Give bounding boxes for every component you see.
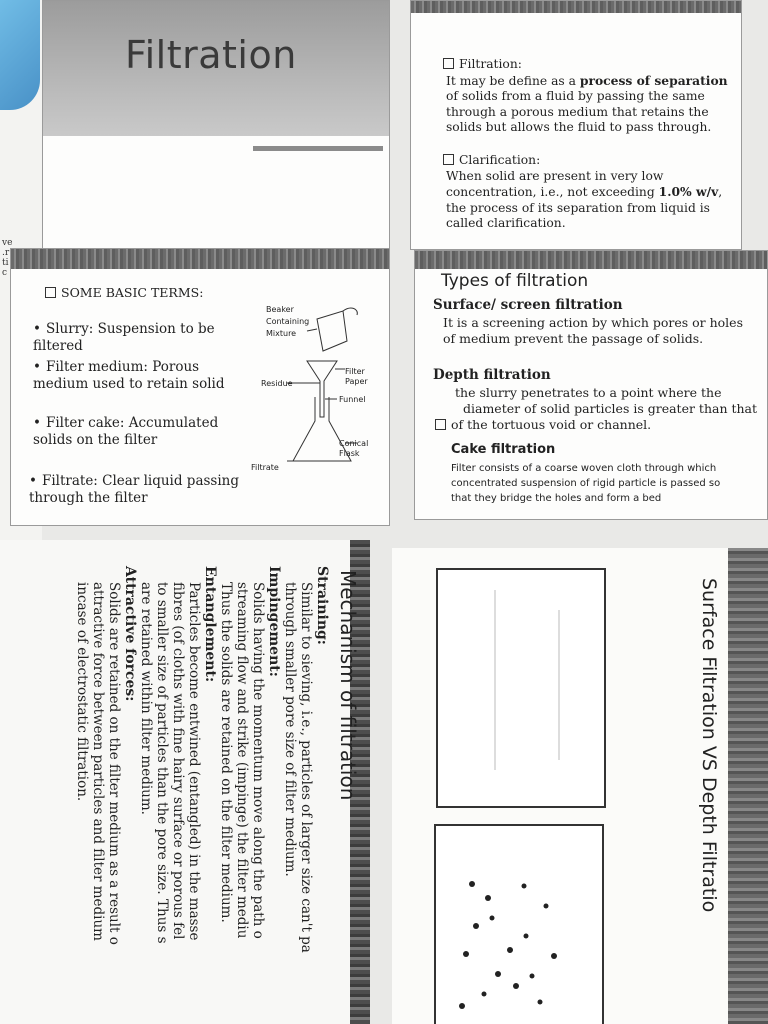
mechanism-title: Mechanism of filtration	[336, 570, 360, 801]
slide-title	[42, 0, 390, 250]
mechanism-line: attractive force between particles and filter medium	[90, 582, 106, 941]
margin-mark: ve .r ti c	[2, 238, 13, 278]
title-underline	[253, 146, 383, 151]
slide-side-bar	[728, 548, 768, 1024]
term-text: Slurry: Suspension to be filtered	[33, 321, 215, 354]
mechanism-line: Particles become entwined (entangled) in the masse	[186, 582, 202, 941]
particle-dots	[436, 826, 602, 1024]
filtration-definition	[443, 57, 733, 136]
filtration-text-bold: process of separation	[579, 72, 728, 88]
mechanism-line: Thus the solids are retained on the filter medium.	[218, 582, 234, 923]
beaker-icon	[317, 311, 347, 351]
cake-text-2: concentrated suspension of rigid particle is passed so	[451, 478, 721, 489]
slide-definitions	[410, 0, 742, 250]
mechanism-line: streaming flow and strike (impinge) the filter mediu	[234, 582, 250, 939]
slide-header-bar	[11, 249, 389, 269]
surface-filtration-image	[436, 568, 606, 808]
term-slurry: • Slurry: Suspension to be filtered	[33, 321, 215, 354]
label-beaker: Beaker	[266, 305, 294, 314]
mechanism-line: incase of electrostatic filtration.	[74, 582, 90, 802]
mechanism-line: to smaller size of particles than the pore size. Thus s	[154, 582, 170, 944]
term-filtrate: • Filtrate: Clear liquid passing through the filter	[29, 473, 240, 506]
spiral-binding	[0, 0, 40, 110]
types-title: Types of filtration	[441, 271, 589, 291]
mechanism-rotated-content	[0, 566, 360, 1024]
term-filter-medium: • Filter medium: Porous medium used to retain solid	[33, 359, 225, 392]
term-text: Filter medium: Porous medium used to retain solid	[33, 359, 225, 392]
funnel-icon	[307, 361, 337, 417]
label-filter-paper: Filter Paper	[345, 367, 368, 386]
filtration-text-a: It may be define as a	[446, 73, 580, 88]
label-conical-flask: Conical Flask	[339, 439, 369, 458]
slide-types	[414, 250, 768, 520]
depth-text-1: the slurry penetrates to a point where the	[455, 385, 722, 400]
mechanism-line: Solids are retained on the filter medium as a result o	[106, 582, 122, 945]
cake-text-1: Filter consists of a coarse woven cloth through which	[451, 463, 717, 474]
term-text: Filtrate: Clear liquid passing through the filter	[29, 473, 240, 506]
mechanism-line: fibres (of cloths with fine hairy surface or porous fel	[170, 582, 186, 940]
label-filtrate: Filtrate	[251, 463, 279, 472]
filtration-heading: Filtration:	[459, 57, 522, 71]
label-residue: Residue	[261, 379, 293, 388]
mechanism-line: Solids having the momentum move along the path o	[250, 582, 266, 939]
mechanism-heading: Impingement:	[266, 566, 282, 677]
surface-vs-depth-title: Surface Filtration VS Depth Filtratio	[698, 578, 720, 913]
mechanism-heading: Straining:	[314, 566, 330, 645]
label-mixture: Mixture	[266, 329, 297, 338]
checkbox-icon	[443, 58, 454, 69]
slide-title-text: Filtration	[125, 33, 297, 77]
depth-text-3-value: of the tortuous void or channel.	[451, 417, 652, 432]
label-funnel: Funnel	[339, 395, 366, 404]
mechanism-heading: Entanglement:	[202, 566, 218, 683]
cake-text-3: that they bridge the holes and form a bed	[451, 493, 662, 504]
clarification-text-b: , the process of its separation from liquid is called clarification.	[446, 185, 723, 230]
mechanism-line: through smaller pore size of filter medium.	[282, 582, 298, 877]
checkbox-icon	[443, 154, 454, 165]
cake-heading: Cake filtration	[451, 442, 556, 457]
filtration-text-b: of solids from a fluid by passing the same through a porous medium that retains the solids but allows the fluid to pass through.	[446, 89, 712, 134]
slide-header-bar	[411, 1, 741, 13]
term-text: Filter cake: Accumulated solids on the filter	[33, 415, 219, 448]
surface-text: It is a screening action by which pores or holes of medium prevent the passage of solids.	[443, 315, 743, 346]
slide-basic-terms	[10, 248, 390, 526]
clarification-text-bold: 1.0% w/v	[658, 184, 719, 199]
depth-filtration-image	[434, 824, 604, 1024]
basic-terms-heading-text: SOME BASIC TERMS:	[61, 285, 204, 300]
basic-terms-heading	[45, 285, 203, 300]
checkbox-icon	[435, 419, 446, 430]
slide-mechanism	[0, 540, 370, 1024]
mechanism-heading: Attractive forces:	[122, 566, 138, 702]
mechanism-line: Similar to sieving, i.e., particles of larger size can't pa	[298, 582, 314, 953]
surface-heading: Surface/ screen filtration	[433, 297, 623, 313]
depth-text-2: diameter of solid particles is greater than that	[463, 401, 758, 416]
mechanism-line: are retained within filter medium.	[138, 582, 154, 815]
term-filter-cake: • Filter cake: Accumulated solids on the filter	[33, 415, 219, 448]
depth-heading: Depth filtration	[433, 367, 551, 383]
slide-header-bar	[415, 251, 767, 269]
clarification-definition	[443, 153, 733, 232]
clarification-text-a: When solid are present in very low concentration, i.e., not exceeding	[446, 168, 664, 199]
clarification-heading: Clarification:	[459, 153, 541, 167]
checkbox-icon	[45, 287, 56, 298]
label-containing: Containing	[266, 317, 310, 326]
depth-text-3	[435, 417, 651, 433]
